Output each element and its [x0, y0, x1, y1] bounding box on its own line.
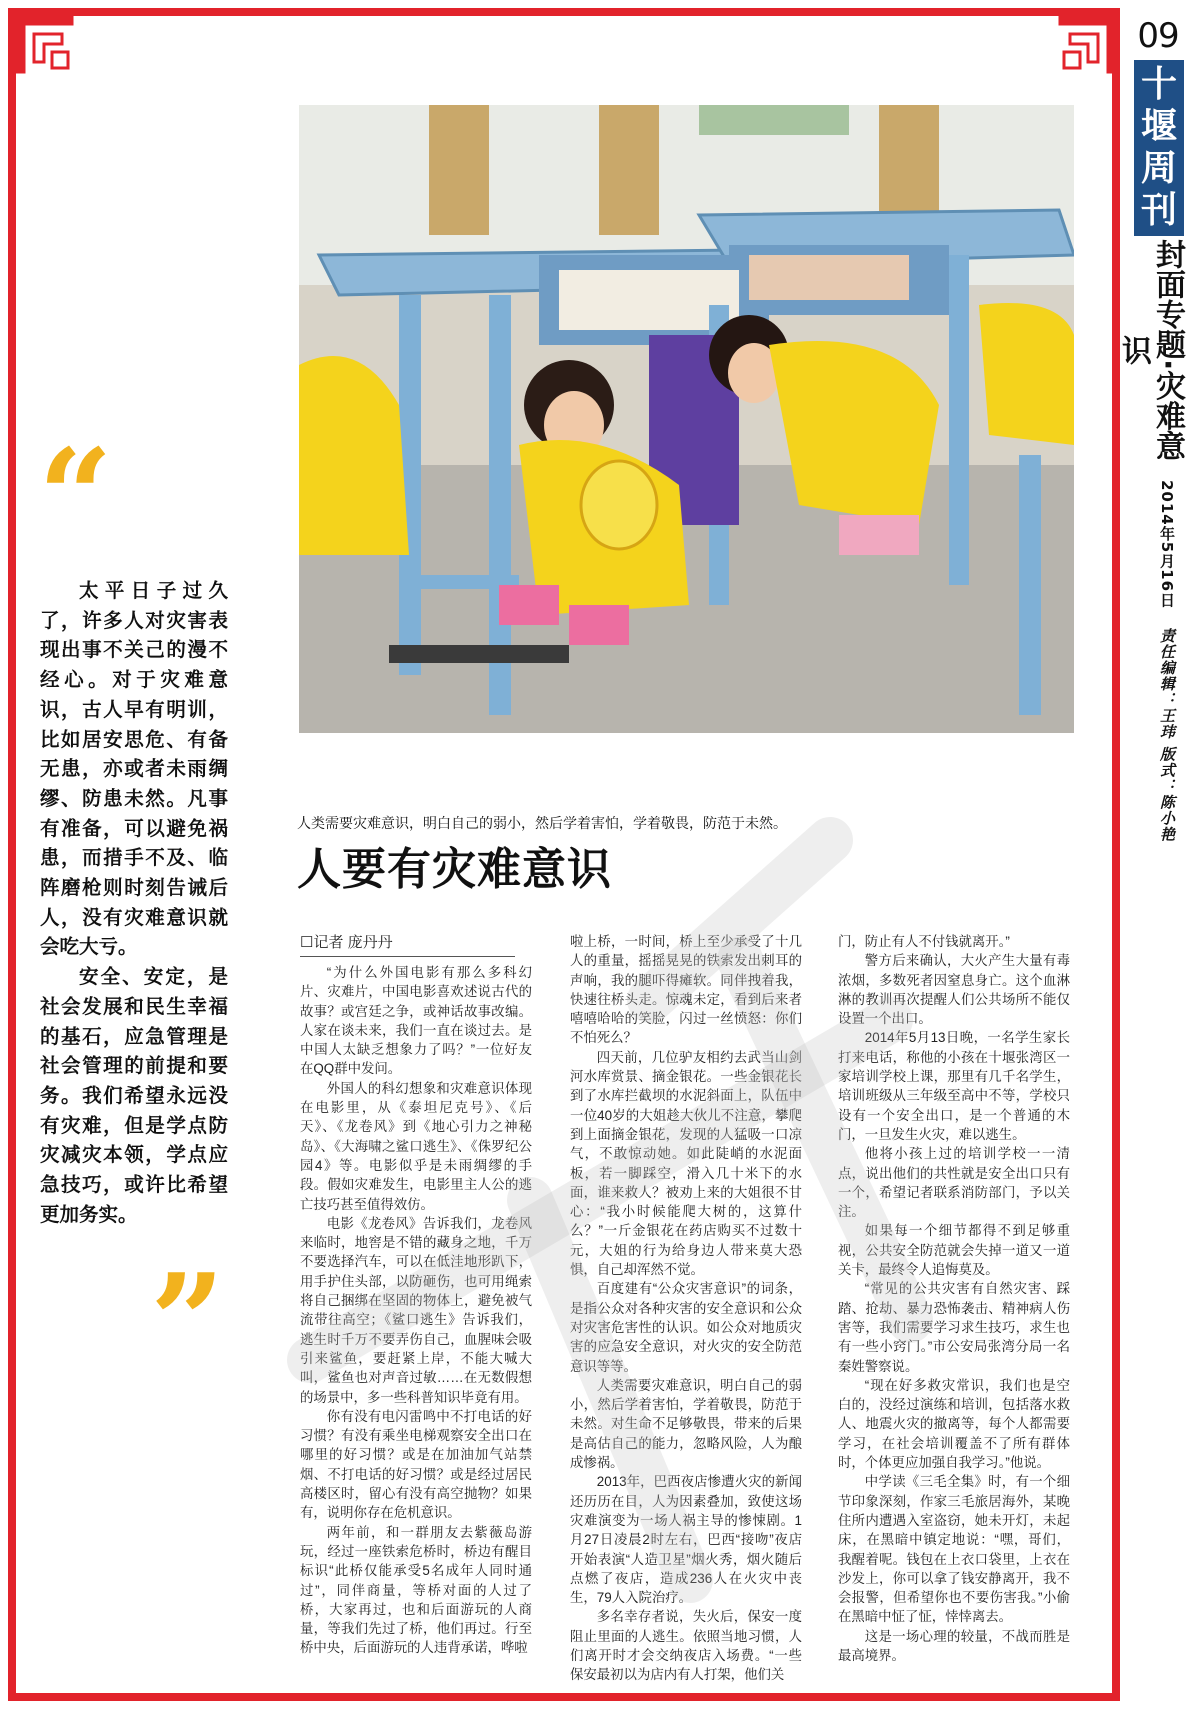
dateline — [1138, 480, 1178, 880]
section-title: 封面专题·灾难意识 — [1116, 239, 1185, 461]
article-column-2 — [570, 932, 802, 1685]
pull-quote-paragraph: 太平日子过久了，许多人对灾害表现出事不关己的漫不经心。对于灾难意识，古人早有明训，比如居安思危、有备无患，亦或者未雨绸缪、防患未然。凡事有准备，可以避免祸患，而措手不及、临阵磨枪则时刻告诫后人，没有灾难意识就会吃大亏。 — [40, 581, 228, 959]
paragraph: “为什么外国电影有那么多科幻片、灾难片，中国电影喜欢述说古代的故事？或宫廷之争，或神话故事改编。人家在谈未来，我们一直在谈过去。是中国人太缺乏想象力了吗？”一位好友在QQ群中发问。 — [300, 965, 532, 1077]
paragraph: 2014年5月13日晚，一名学生家长打来电话，称他的小孩在十堰张湾区一家培训学校上课，那里有几千名学生，培训班级从三年级至高中不等，学校只设有一个安全出口，是一个普通的木门，一旦发生火灾，难以逃生。 — [838, 1030, 1070, 1142]
paragraph: 百度建有“公众灾害意识”的词条，是指公众对各种灾害的安全意识和公众对灾害危害性的认识。如公众对地质灾害的应急安全意识，对火灾的安全防范意识等等。 — [570, 1281, 802, 1374]
paragraph: 他将小孩上过的培训学校一一清点，说出他们的共性就是安全出口只有一个，希望记者联系消防部门，予以关注。 — [838, 1146, 1070, 1220]
paragraph: 如果每一个细节都得不到足够重视，公共安全防范就会失掉一道又一道关卡，最终令人追悔莫及。 — [838, 1223, 1070, 1278]
paragraph: 警方后来确认，大火产生大量有毒浓烟，多数死者因窒息身亡。这个血淋淋的教训再次提醒人们公共场所不能仅设置一个出口。 — [838, 953, 1070, 1027]
byline: ☐记者 庞丹丹 — [300, 931, 515, 957]
corner-ornament-left — [12, 12, 132, 82]
paragraph: 电影《龙卷风》告诉我们，龙卷风来临时，地窖是不错的藏身之地，千万不要选择汽车，可以在低洼地形趴下，用手护住头部，以防砸伤，也可用绳索将自己捆绑在坚固的物体上，避免被气流带往高空；《鲨口逃生》告诉我们，逃生时千万不要弄伤自己，血腥味会吸引来鲨鱼，要赶紧上岸，不能大喊大叫，鲨鱼也对声音过敏……在无数假想的场景中，多一些科普知识毕竟有用。 — [300, 1215, 532, 1405]
paragraph: 中学读《三毛全集》时，有一个细节印象深刻，作家三毛旅居海外，某晚住所内遭遇入室盗窃，她未开灯，未起床，在黑暗中镇定地说：“嘿，哥们，我醒着呢。钱包在上衣口袋里，上衣在沙发上，你可以拿了钱安静离开，我不会报警，但希望你也不要伤害我。”小偷在黑暗中怔了怔，悻悻离去。 — [838, 1474, 1070, 1625]
article-column-3 — [838, 932, 1070, 1665]
paragraph: 多名幸存者说，失火后，保安一度阻止里面的人逃生。依照当地习惯，人们离开时才会交纳夜店入场费。“一些保安最初以为店内有人打架，他们关 — [570, 1609, 802, 1683]
page-number: 09 — [1137, 16, 1179, 56]
corner-ornament-right — [1000, 12, 1120, 82]
photo-caption: 人类需要灾难意识，明白自己的弱小，然后学着害怕，学着敬畏，防范于未然。 — [297, 815, 787, 831]
issue-date: 2014年5月16日 — [1158, 480, 1176, 609]
close-quote-mark: ” — [150, 1245, 225, 1398]
editor-credit: 责任编辑：王玮 版式：陈小艳 — [1158, 628, 1176, 843]
cover-photo — [299, 105, 1074, 733]
paragraph: 两年前，和一群朋友去紫薇岛游玩，经过一座铁索危桥时，桥边有醒目标识“此桥仅能承受5名成年人同时通过”，同伴商量，等桥对面的人过了桥，大家再过，也和后面游玩的人商量，等我们先过了桥，他们再过。行至桥中央，后面游玩的人违背承诺，哗啦 — [300, 1524, 532, 1656]
article-column-1 — [300, 963, 532, 1658]
paragraph: 2013年，巴西夜店惨遭火灾的新闻还历历在目，人为因素叠加，致使这场灾难演变为一场人祸主导的惨悚剧。1月27日凌晨2时左右，巴西“接吻”夜店开始表演“人造卫星”烟火秀，烟火随后点燃了夜店，造成236人在火灾中丧生，79人入院治疗。 — [570, 1474, 802, 1606]
paragraph: 四天前，几位驴友相约去武当山剑河水库赏景、摘金银花。一些金银花长到了水库拦截坝的水泥斜面上，队伍中一位40岁的大姐趁大伙儿不注意，攀爬到上面摘金银花，发现的人猛吸一口凉气，不敢惊动她。如此陡峭的水泥面板，若一脚踩空，滑入几十米下的水面，谁来救人？被劝上来的大姐很不甘心：“我小时候能爬大树的，这算什么？”一斤金银花在药店购买不过数十元，大姐的行为给身边人带来莫大恐惧，自己却浑然不觉。 — [570, 1049, 802, 1278]
paragraph: “常见的公共灾害有自然灾害、踩踏、抢劫、暴力恐怖袭击、精神病人伤害等，我们需要学习求生技巧，求生也有一些小窍门。”市公安局张湾分局一名秦姓警察说。 — [838, 1281, 1070, 1374]
paragraph: 外国人的科幻想象和灾难意识体现在电影里，从《泰坦尼克号》、《后天》、《龙卷风》到《地心引力之神秘岛》、《大海啸之鲨口逃生》、《侏罗纪公园4》等。电影似乎是未雨绸缪的手段。假如灾难发生，电影里主人公的逃亡技巧甚至值得效仿。 — [300, 1080, 532, 1212]
paragraph: 啦上桥，一时间，桥上至少承受了十几人的重量，摇摇晃晃的铁索发出刺耳的声响，我的腿吓得瘫软。同伴拽着我，快速往桥头走。惊魂未定，看到后来者嘻嘻哈哈的笑脸，闪过一丝愤怒：你们不怕死么？ — [570, 934, 802, 1046]
paragraph: “现在好多救灾常识，我们也是空白的，没经过演练和培训，包括落水救人、地震火灾的撤离等，每个人都需要学习，在社会培训覆盖不了所有群体时，个体更应加强自我学习。”他说。 — [838, 1377, 1070, 1471]
article-headline: 人要有灾难意识 — [297, 845, 612, 894]
paragraph: 人类需要灾难意识，明白自己的弱小，然后学着害怕，学着敬畏，防范于未然。对生命不足够敬畏，带来的后果是高估自己的能力，忽略风险，人为酿成惨祸。 — [570, 1377, 802, 1471]
pull-quote-paragraph: 安全、安定，是社会发展和民生幸福的基石，应急管理是社会管理的前提和要务。我们希望永远没有灾难，但是学点防灾减灾本领，学点应急技巧，或许比希望更加务实。 — [40, 967, 228, 1226]
open-quote-mark: “ — [38, 420, 113, 573]
paragraph: 你有没有电闪雷鸣中不打电话的好习惯？有没有乘坐电梯观察安全出口在哪里的好习惯？或是在加油加气站禁烟、不打电话的好习惯？或是经过居民高楼区时，留心有没有高空抛物？如果有，说明你存在危机意识。 — [300, 1408, 532, 1521]
paragraph: 这是一场心理的较量，不战而胜是最高境界。 — [838, 1628, 1070, 1663]
paragraph: 门，防止有人不付钱就离开。” — [838, 934, 1010, 949]
pull-quote — [40, 577, 228, 1230]
publication-masthead: 十堰周刊 — [1134, 60, 1184, 236]
